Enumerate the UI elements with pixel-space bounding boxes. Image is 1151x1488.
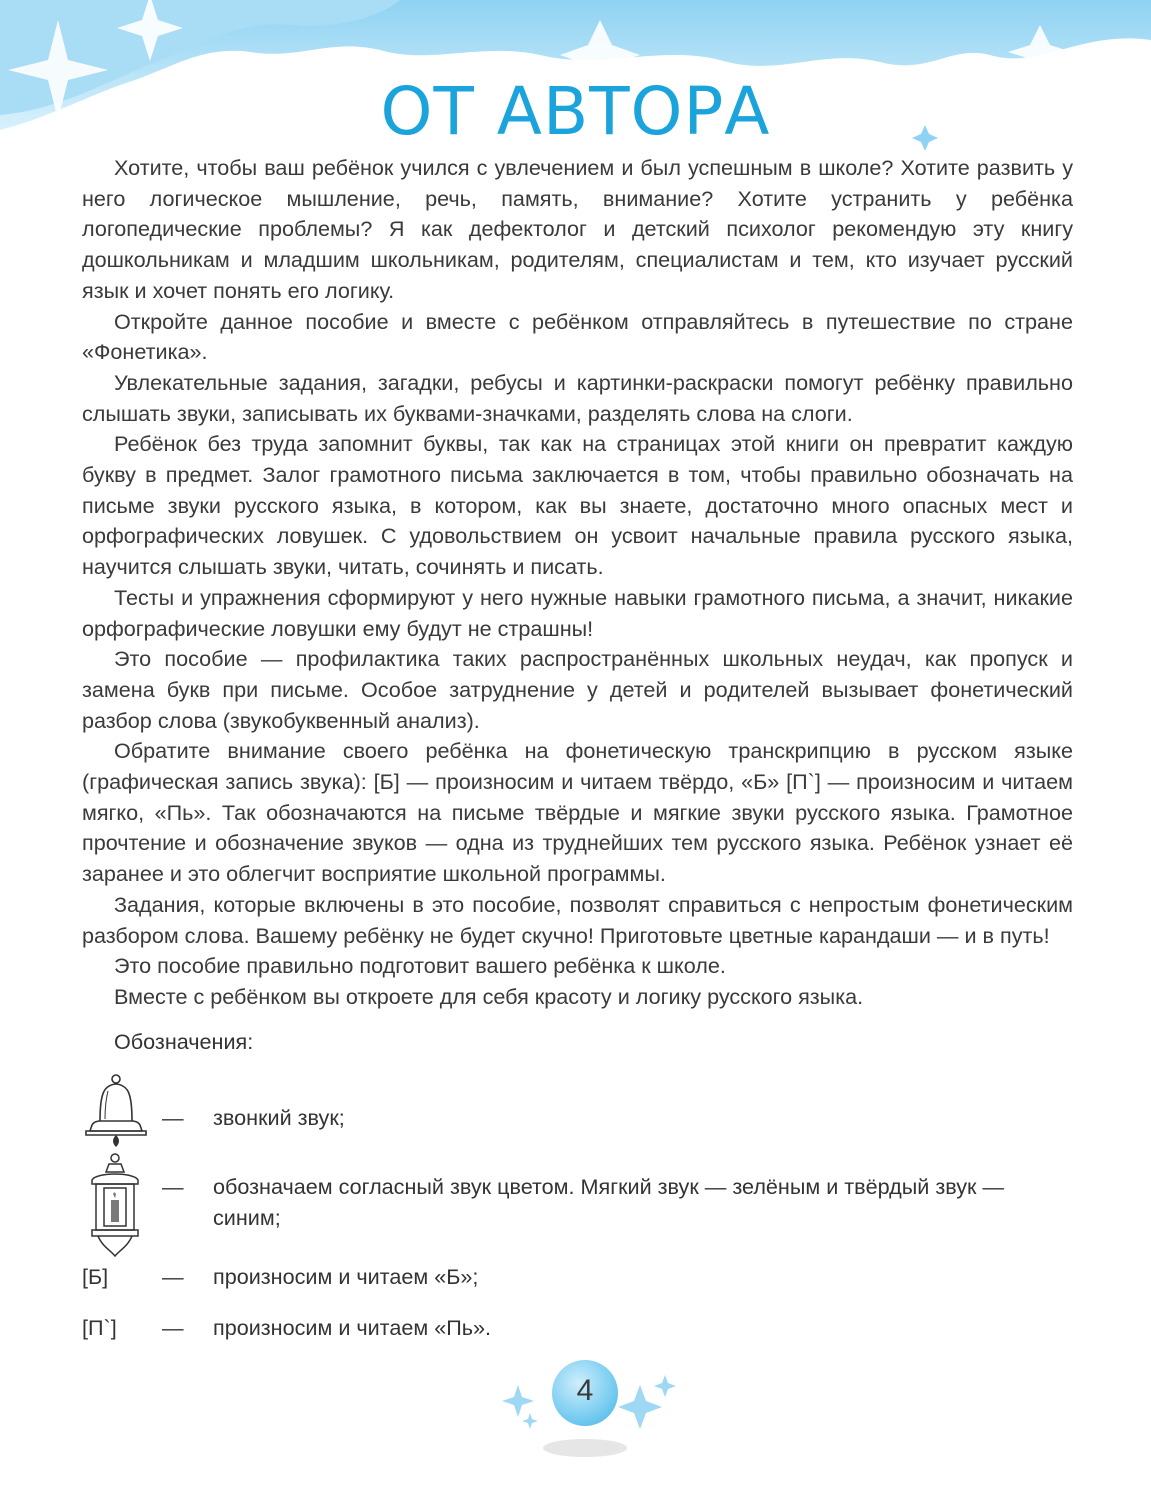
paragraph: Вместе с ребёнком вы откроете для себя красоту и логику русского языка.	[114, 983, 864, 1009]
legend-title: Обозначения:	[114, 1029, 254, 1054]
body-text	[82, 153, 1073, 1013]
paragraph: Это пособие правильно подготовит вашего ребёнка к школе.	[114, 953, 726, 979]
bell-icon	[80, 1073, 152, 1149]
lantern-icon	[84, 1152, 146, 1258]
paragraph: Задания, которые включены в это пособие, позволят справиться с непростым фонетическим разбором слова. Вашему ребёнку не будет скучно! Приготовьте цветные карандаши — и в путь!	[82, 891, 1073, 948]
legend-symbol: [П`]	[82, 1315, 117, 1340]
legend-desc: обозначаем согласный звук цветом. Мягкий звук — зелёным и твёрдый звук — синим;	[213, 1174, 1005, 1230]
paragraph: Это пособие — профилактика таких распространённых школьных неудач, как пропуск и замена букв при письме. Особое затруднение у детей и родителей вызывает фонетический разбор слова (звукобуквенный анализ).	[82, 646, 1073, 733]
legend-dash: —	[162, 1105, 184, 1130]
paragraph: Обратите внимание своего ребёнка на фонетическую транскрипцию в русском языке (графическая запись звука): [Б] — произносим и читаем твёрдо, «Б» [П`] — произносим и читаем мягко, «Пь». Так обозначаются на письме твёрдые и мягкие звуки русского языка. Грамотное прочтение и обозначение звуков — одна из труднейших тем русского языка. Ребёнок узнает её заранее и это облегчит восприятие школьной программы.	[82, 738, 1073, 887]
page-number: 4	[552, 1360, 618, 1426]
legend-symbol: [Б]	[82, 1264, 109, 1289]
page-title: ОТ АВТОРА	[380, 73, 771, 150]
legend-dash: —	[162, 1174, 184, 1199]
paragraph: Ребёнок без труда запомнит буквы, так как на страницах этой книги он превратит каждую букву в предмет. Залог грамотного письма заключается в том, чтобы правильно обозначать на письме звуки русского языка, в котором, как вы знаете, достаточно много опасных мест и орфографических ловушек. С удовольствием он усвоит начальные правила русского языка, научится слышать звуки, читать, сочинять и писать.	[82, 431, 1073, 580]
paragraph: Откройте данное пособие и вместе с ребёнком отправляйтесь в путешествие по стране «Фонетика».	[82, 308, 1073, 365]
paragraph: Тесты и упражнения сформируют у него нужные навыки грамотного письма, а значит, никакие орфографические ловушки ему будут не страшны!	[82, 584, 1073, 641]
paragraph: Хотите, чтобы ваш ребёнок учился с увлечением и был успешным в школе? Хотите развить у него логическое мышление, речь, память, внимание? Хотите устранить у ребёнка логопедические проблемы? Я как дефектолог и детский психолог рекомендую эту книгу дошкольникам и младшим школьникам, родителям, специалистам и тем, кто изучает русский язык и хочет понять его логику.	[82, 155, 1073, 303]
legend-dash: —	[162, 1264, 184, 1289]
legend-desc: произносим и читаем «Б»;	[213, 1264, 479, 1289]
legend-desc: произносим и читаем «Пь».	[213, 1315, 491, 1340]
paragraph: Увлекательные задания, загадки, ребусы и картинки-раскраски помогут ребёнку правильно слышать звуки, записывать их буквами-значками, разделять слова на слоги.	[82, 369, 1073, 426]
legend-desc: звонкий звук;	[213, 1105, 345, 1130]
legend-dash: —	[162, 1315, 184, 1340]
